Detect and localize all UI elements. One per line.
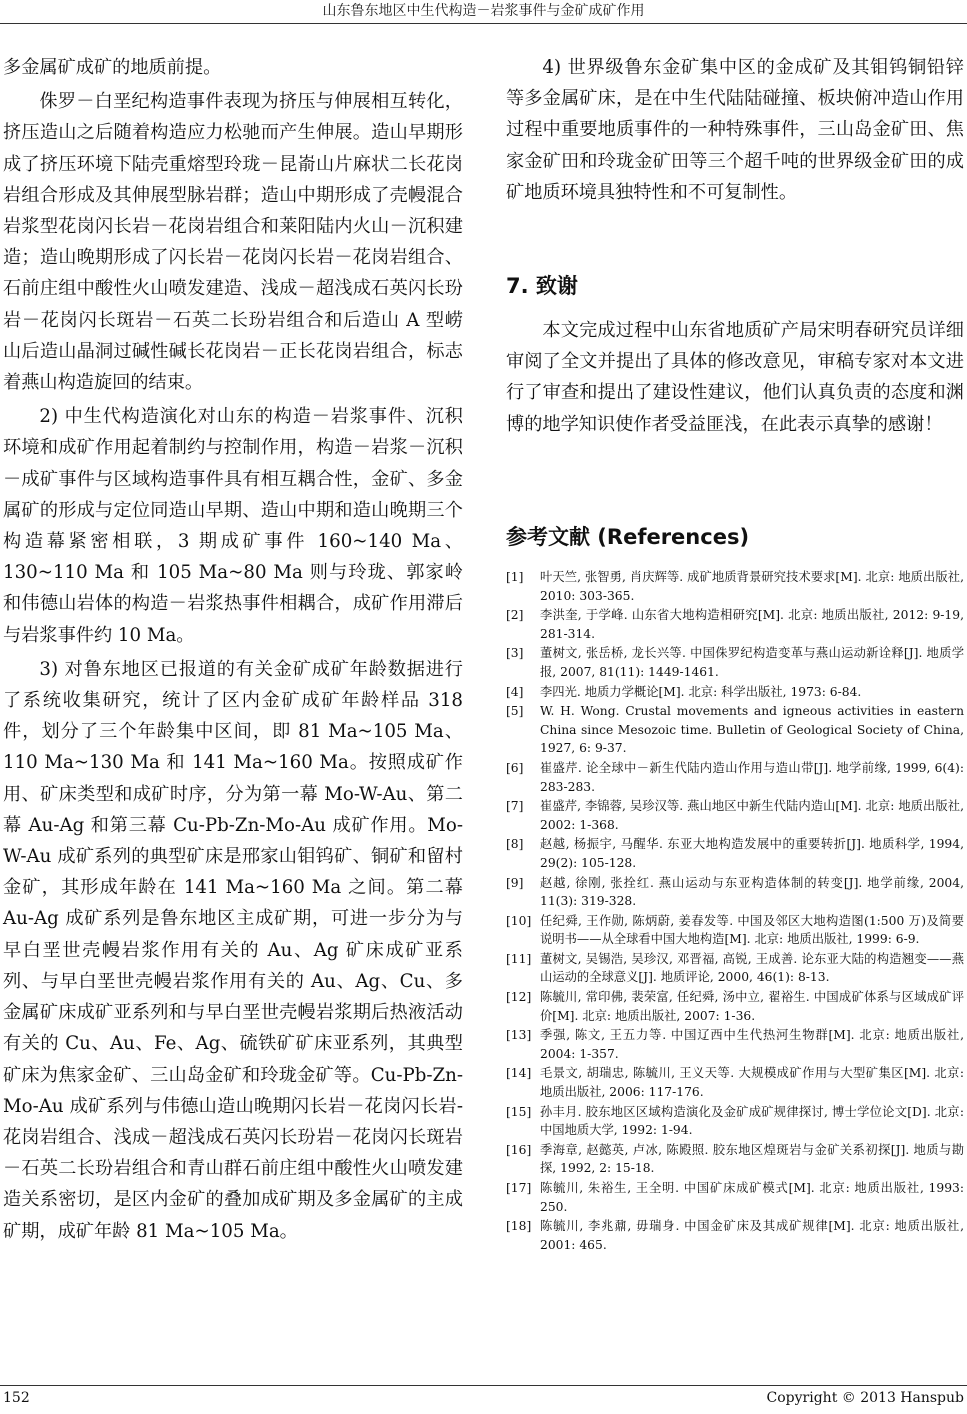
reference-item: [506, 988, 964, 1025]
reference-number: [12]: [506, 990, 532, 1005]
reference-number: [14]: [506, 1066, 532, 1081]
reference-number: [10]: [506, 913, 532, 928]
reference-item: [506, 683, 964, 702]
reference-item: [506, 874, 964, 911]
page-number: 152: [3, 1390, 30, 1406]
paragraph: 多金属矿成矿的地质前提。: [3, 57, 222, 78]
reference-number: [3]: [506, 646, 524, 661]
reference-number: [17]: [506, 1181, 532, 1195]
reference-item: [506, 644, 964, 681]
reference-text: 毛景文, 胡瑞忠, 陈毓川, 王义天等. 大规模成矿作用与大型矿集区[M]. 北京: 地质出版社, 2006: 117-176.: [540, 1066, 964, 1100]
acknowledgement-heading: 7. 致谢: [506, 274, 578, 298]
reference-number: [9]: [506, 875, 524, 890]
reference-text: 赵越, 徐刚, 张拴红. 燕山运动与东亚构造体制的转变[J]. 地学前缘, 2004, 11(3): 319-328.: [540, 875, 964, 909]
reference-text: 李洪奎, 于学峰. 山东省大地构造相研究[M]. 北京: 地质出版社, 2012: 9-19, 281-314.: [540, 608, 964, 641]
paragraph: 本文完成过程中山东省地质矿产局宋明春研究员详细审阅了全文并提出了具体的修改意见，审稿专家对本文进行了审查和提出了建设性建议，他们认真负责的态度和渊博的地学知识使作者受益匪浅，在此表示真挚的感谢！: [506, 320, 964, 435]
reference-number: [4]: [506, 684, 524, 699]
reference-item: [506, 1217, 964, 1254]
reference-item: [506, 1103, 964, 1140]
reference-item: [506, 1179, 964, 1216]
reference-number: [16]: [506, 1142, 532, 1157]
reference-number: [2]: [506, 608, 524, 623]
paragraph: 侏罗－白垩纪构造事件表现为挤压与伸展相互转化，挤压造山之后随着构造应力松驰而产生伸展。造山早期形成了挤压环境下陆壳重熔型玲珑－昆嵛山片麻状二长花岗岩组合形成及其伸展型脉岩群；造山中期形成了壳幔混合岩浆型花岗闪长岩－花岗岩组合和莱阳陆内火山－沉积建造；造山晚期形成了闪长岩－花岗闪长岩－花岗岩组合、石前庄组中酸性火山喷发建造、浅成－超浅成石英闪长玢岩－花岗闪长斑岩－石英二长玢岩组合和后造山 A 型崂山后造山晶洞过碱性碱长花岗岩－正长花岗岩组合，标志着燕山构造旋回的结束。: [3, 91, 463, 394]
reference-item: [506, 702, 964, 758]
reference-item: [506, 797, 964, 834]
reference-text: 赵越, 杨振宇, 马醒华. 东亚大地构造发展中的重要转折[J]. 地质科学, 1994, 29(2): 105-128.: [540, 837, 964, 870]
reference-item: [506, 759, 964, 796]
reference-item: [506, 950, 964, 987]
reference-number: [7]: [506, 799, 524, 814]
reference-text: 董树文, 张岳桥, 龙长兴等. 中国侏罗纪构造变革与燕山运动新诠释[J]. 地质学报, 2007, 81(11): 1449-1461.: [540, 646, 964, 679]
reference-number: [15]: [506, 1104, 532, 1119]
reference-number: [11]: [506, 951, 532, 966]
left-column: [3, 52, 463, 1247]
copyright: Copyright © 2013 Hanspub: [766, 1390, 964, 1406]
footer-rule: [0, 1385, 967, 1386]
reference-text: 季强, 陈文, 王五力等. 中国辽西中生代热河生物群[M]. 北京: 地质出版社, 2004: 1-357.: [540, 1028, 964, 1061]
reference-text: 李四光. 地质力学概论[M]. 北京: 科学出版社, 1973: 6-84.: [540, 684, 862, 699]
reference-text: 陈毓川, 常印佛, 裴荣富, 任纪舜, 汤中立, 翟裕生. 中国成矿体系与区域成矿评价[M]. 北京: 地质出版社, 2007: 1-36.: [540, 990, 964, 1023]
reference-item: [506, 568, 964, 605]
reference-number: [5]: [506, 704, 524, 719]
right-column: [506, 52, 964, 208]
reference-text: 董树文, 吴锡浩, 吴珍汉, 邓晋福, 高锐, 王成善. 论东亚大陆的构造翘变——燕山运动的全球意义[J]. 地质评论, 2000, 46(1): 8-13.: [540, 951, 964, 985]
reference-text: 陈毓川, 朱裕生, 王全明. 中国矿床成矿模式[M]. 北京: 地质出版社, 1993: 250.: [540, 1181, 964, 1214]
reference-number: [1]: [506, 570, 524, 584]
reference-item: [506, 606, 964, 643]
reference-number: [13]: [506, 1028, 532, 1043]
reference-item: [506, 1026, 964, 1063]
references-heading: 参考文献 (References): [506, 525, 750, 549]
reference-item: [506, 835, 964, 872]
reference-list: [506, 568, 964, 1255]
acknowledgement-body: [506, 315, 964, 440]
paragraph: 3) 对鲁东地区已报道的有关金矿成矿年龄数据进行了系统收集研究，统计了区内金矿成矿年龄样品 318 件，划分了三个年龄集中区间，即 81 Ma~105 Ma、110 Ma~130 Ma 和 141 Ma~160 Ma。按照成矿作用、矿床类型和成矿时序，分为第一幕 Mo-W-Au、第二幕 Au-Ag 和第三幕 Cu-Pb-Zn-Mo-Au 成矿作用。Mo-W-Au 成矿系列的典型矿床是邢家山钼钨矿、铜矿和留村金矿，其形成年龄在 141 Ma~160 Ma 之间。第二幕 Au-Ag 成矿系列是鲁东地区主成矿期，可进一步分为与早白垩世壳幔岩浆作用有关的 Au、Ag 矿床成矿亚系列、与早白垩世壳幔岩浆作用有关的 Au、Ag、Cu、多金属矿床成矿亚系列和与早白垩世壳幔岩浆期后热液活动有关的 Cu、Au、Fe、Ag、硫铁矿矿床亚系列，其典型矿床为焦家金矿、三山岛金矿和玲珑金矿等。Cu-Pb-Zn-Mo-Au 成矿系列与伟德山造山晚期闪长岩－花岗闪长岩-花岗岩组合、浅成－超浅成石英闪长玢岩－花岗闪长斑岩－石英二长玢岩组合和青山群石前庄组中酸性火山喷发建造关系密切，是区内金矿的叠加成矿期及多金属矿的主成矿期，成矿年龄 81 Ma~105 Ma。: [3, 658, 463, 1242]
reference-number: [6]: [506, 760, 524, 775]
reference-text: 陈毓川, 李兆鼐, 毋瑞身. 中国金矿床及其成矿规律[M]. 北京: 地质出版社, 2001: 465.: [540, 1219, 964, 1252]
reference-item: [506, 1141, 964, 1178]
paragraph: 2) 中生代构造演化对山东的构造－岩浆事件、沉积环境和成矿作用起着制约与控制作用，构造－岩浆－沉积－成矿事件与区域构造事件具有相互耦合性，金矿、多金属矿的形成与定位同造山早期、造山中期和造山晚期三个构造幕紧密相联，3 期成矿事件 160~140 Ma、130~110 Ma 和 105 Ma~80 Ma 则与玲珑、郭家岭和伟德山岩体的构造－岩浆热事件相耦合，成矿作用滞后与岩浆事件约 10 Ma。: [3, 406, 463, 646]
paragraph: 4) 世界级鲁东金矿集中区的金成矿及其钼钨铜铅锌等多金属矿床，是在中生代陆陆碰撞、板块俯冲造山作用过程中重要地质事件的一种特殊事件，三山岛金矿田、焦家金矿田和玲珑金矿田等三个超千吨的世界级金矿田的成矿地质环境具独特性和不可复制性。: [506, 57, 964, 203]
reference-text: 崔盛芹, 李锦蓉, 吴珍汉等. 燕山地区中新生代陆内造山[M]. 北京: 地质出版社, 2002: 1-368.: [540, 799, 964, 832]
reference-item: [506, 912, 964, 949]
reference-text: 孙丰月. 胶东地区区域构造演化及金矿成矿规律探讨, 博士学位论文[D]. 北京: 中国地质大学, 1992: 1-94.: [540, 1104, 964, 1138]
reference-text: 叶天竺, 张智勇, 肖庆辉等. 成矿地质背景研究技术要求[M]. 北京: 地质出版社, 2010: 303-365.: [540, 570, 964, 603]
reference-text: 崔盛芹. 论全球中－新生代陆内造山作用与造山带[J]. 地学前缘, 1999, 6(4): 283-283.: [540, 760, 964, 794]
reference-number: [18]: [506, 1219, 532, 1234]
running-title: 山东鲁东地区中生代构造－岩浆事件与金矿成矿作用: [322, 3, 645, 19]
header-rule: [0, 23, 967, 24]
reference-number: [8]: [506, 837, 524, 852]
reference-text: 季海章, 赵懿英, 卢冰, 陈殿照. 胶东地区煌斑岩与金矿关系初探[J]. 地质与勘探, 1992, 2: 15-18.: [540, 1142, 964, 1176]
reference-text: W. H. Wong. Crustal movements and igneous activities in eastern China since Mesozoic time. Bulletin of Geological Society of China, 1927, 6: 9-37.: [540, 704, 964, 756]
reference-item: [506, 1064, 964, 1101]
reference-text: 任纪舜, 王作勋, 陈炳蔚, 姜春发等. 中国及邻区大地构造图(1:500 万)及简要说明书——从全球看中国大地构造[M]. 北京: 地质出版社, 1999: 6-9.: [540, 913, 964, 947]
